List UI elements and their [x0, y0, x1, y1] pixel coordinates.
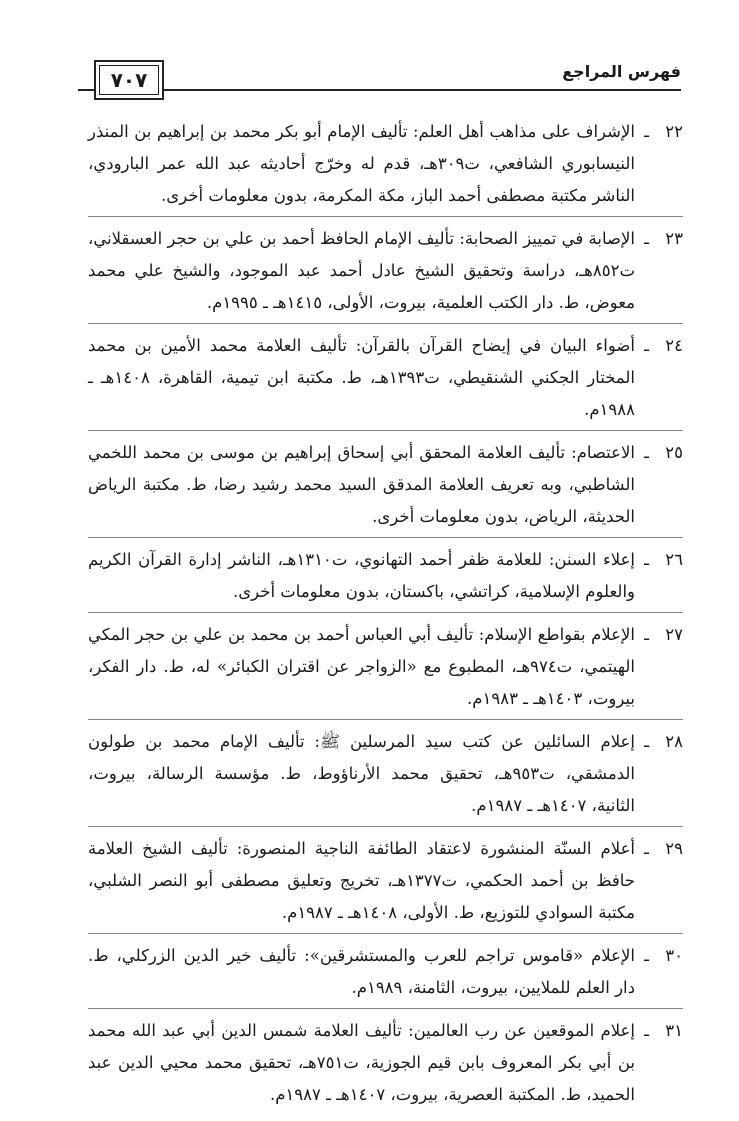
entry-dash: ـ [644, 946, 649, 965]
entry-number: ٢٢ [665, 122, 683, 141]
entry-text: الإشراف على مذاهب أهل العلم: تأليف الإمام أبو بكر محمد بن إبراهيم بن المنذر النيسابوري الشافعي، ت٣٠٩هـ، قدم له وخرّج أحاديثه عبد الله عمر البارودي، الناشر مكتبة مصطفى أحمد الباز، مكة المكرمة، بدون معلومات أخرى. [88, 122, 636, 205]
reference-entry [88, 726, 683, 827]
entry-dash: ـ [644, 625, 649, 644]
entry-number: ٣١ [665, 1021, 683, 1040]
reference-entry [88, 940, 683, 1009]
entry-text: الإعلام بقواطع الإسلام: تأليف أبي العباس أحمد بن محمد بن علي بن حجر المكي الهيتمي، ت٩٧٤هـ، المطبوع مع «الزواجر عن اقتران الكبائر» له، ط. دار الفكر، بيروت، ١٤٠٣هـ ـ ١٩٨٣م. [88, 625, 635, 708]
entry-number: ٢٦ [665, 550, 683, 569]
reference-entry [88, 330, 683, 431]
entry-number: ٢٥ [665, 443, 683, 462]
reference-entry [88, 223, 683, 324]
entry-dash: ـ [644, 1021, 649, 1040]
entry-number: ٢٩ [665, 839, 683, 858]
entry-text: أعلام السنّة المنشورة لاعتقاد الطائفة الناجية المنصورة: تأليف الشيخ العلامة حافظ بن أحمد الحكمي، ت١٣٧٧هـ، تخريج وتعليق مصطفى أبو النصر الشلبي، مكتبة السوادي للتوزيع، ط. الأولى، ١٤٠٨هـ ـ ١٩٨٧م. [88, 839, 635, 922]
entry-text: إعلاء السنن: للعلامة ظفر أحمد التهانوي، ت١٣١٠هـ، الناشر إدارة القرآن الكريم والعلوم الإسلامية، كراتشي، باكستان، بدون معلومات أخرى. [88, 550, 635, 601]
header-rule [78, 89, 681, 91]
entry-dash: ـ [644, 229, 649, 248]
entry-text: أضواء البيان في إيضاح القرآن بالقرآن: تأليف العلامة محمد الأمين بن محمد المختار الجكني الشنقيطي، ت١٣٩٣هـ، ط. مكتبة ابن تيمية، القاهرة، ١٤٠٨هـ ـ ١٩٨٨م. [88, 336, 635, 419]
entry-number: ٢٨ [665, 732, 683, 751]
entry-text: إعلام السائلين عن كتب سيد المرسلين ﷺ: تأليف الإمام محمد بن طولون الدمشقي، ت٩٥٣هـ، تحقيق محمد الأرناؤوط، ط. مؤسسة الرسالة، بيروت، الثانية، ١٤٠٧هـ ـ ١٩٨٧م. [88, 732, 635, 815]
entry-dash: ـ [644, 336, 649, 355]
entry-dash: ـ [644, 732, 649, 751]
entry-text: الإصابة في تمييز الصحابة: تأليف الإمام الحافظ أحمد بن علي بن حجر العسقلاني، ت٨٥٢هـ، دراسة وتحقيق الشيخ عادل أحمد عبد الموجود، والشيخ علي محمد معوض، ط. دار الكتب العلمية، بيروت، الأولى، ١٤١٥هـ ـ ١٩٩٥م. [88, 229, 635, 312]
entry-text: الإعلام «قاموس تراجم للعرب والمستشرقين»: تأليف خير الدين الزركلي، ط. دار العلم للملايين، بيروت، الثامنة، ١٩٨٩م. [88, 946, 635, 997]
entry-number: ٣٠ [665, 946, 683, 965]
entry-text: الاعتصام: تأليف العلامة المحقق أبي إسحاق إبراهيم بن موسى بن محمد اللخمي الشاطبي، وبه تعريف العلامة المدقق السيد محمد رشيد رضا، ط. مكتبة الرياض الحديثة، الرياض، بدون معلومات أخرى. [88, 443, 635, 526]
page-number: ٧٠٧ [99, 65, 159, 95]
reference-entry [88, 116, 683, 217]
page-header [78, 60, 681, 100]
reference-entry [88, 437, 683, 538]
entry-dash: ـ [644, 550, 649, 569]
entry-dash: ـ [644, 122, 649, 141]
entry-dash: ـ [644, 443, 649, 462]
references-list [88, 116, 683, 1121]
reference-entry [88, 619, 683, 720]
reference-entry [88, 1015, 683, 1115]
running-title: فهرس المراجع [554, 62, 681, 81]
entry-number: ٢٧ [665, 625, 683, 644]
entry-dash: ـ [644, 839, 649, 858]
entry-number: ٢٣ [665, 229, 683, 248]
entry-text: إعلام الموقعين عن رب العالمين: تأليف العلامة شمس الدين أبي عبد الله محمد بن أبي بكر المعروف بابن قيم الجوزية، ت٧٥١هـ، تحقيق محمد محيي الدين عبد الحميد، ط. المكتبة العصرية، بيروت، ١٤٠٧هـ ـ ١٩٨٧م. [88, 1021, 636, 1104]
entry-number: ٢٤ [665, 336, 683, 355]
reference-entry [88, 833, 683, 934]
page-number-frame [94, 60, 164, 100]
reference-entry [88, 544, 683, 613]
